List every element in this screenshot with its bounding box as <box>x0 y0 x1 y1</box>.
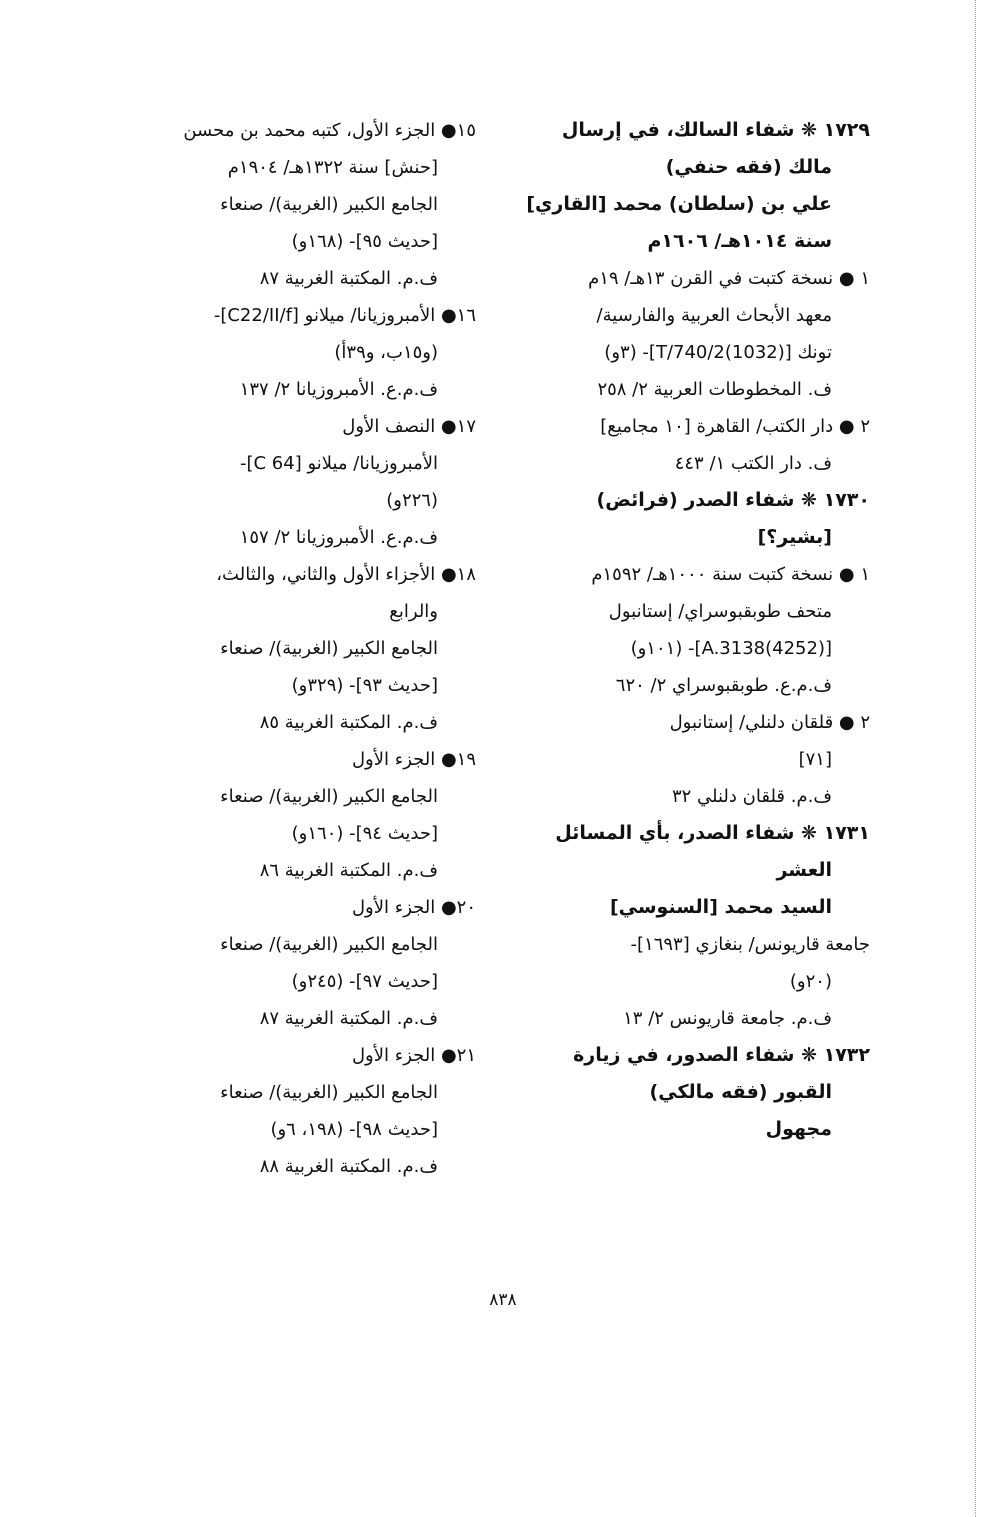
text-line: ف.م. المكتبة الغربية ٨٧ <box>259 1008 438 1029</box>
text-line: [بشير؟] <box>757 526 832 548</box>
text-line: الجامع الكبير (الغربية)/ صنعاء <box>220 786 438 807</box>
text-line: ٢ ● قلقان دلنلي/ إستانبول <box>669 712 870 733</box>
text-line: الجامع الكبير (الغربية)/ صنعاء <box>220 194 438 215</box>
text-line: [حنش] سنة ١٣٢٢هـ/ ١٩٠٤م <box>227 157 438 178</box>
text-line: ف.م. المكتبة الغربية ٨٨ <box>259 1156 438 1177</box>
text-line: ١٥● الجزء الأول، كتبه محمد بن محسن <box>183 120 476 141</box>
text-line: [(4252)A.3138]- (١٠١و) <box>630 638 832 659</box>
text-line: العشر <box>776 859 832 881</box>
text-line: متحف طوبقبوسراي/ إستانبول <box>608 601 832 622</box>
text-line: ١٧٣٠ ❋ شفاء الصدر (فرائض) <box>596 489 870 511</box>
text-line: ١٧٣١ ❋ شفاء الصدر، بأي المسائل <box>555 822 870 844</box>
text-line: ف.م. المكتبة الغربية ٨٦ <box>259 860 438 881</box>
text-line: معهد الأبحاث العربية والفارسية/ <box>596 305 832 326</box>
left-column <box>525 112 870 1148</box>
text-line: [حديث ٩٧]- (٢٤٥و) <box>291 971 438 992</box>
text-line: (٢٠و) <box>789 971 832 992</box>
text-line: [حديث ٩٥]- (١٦٨و) <box>291 231 438 252</box>
text-line: ١٩● الجزء الأول <box>351 749 476 770</box>
text-line: الجامع الكبير (الغربية)/ صنعاء <box>220 934 438 955</box>
text-line: مجهول <box>765 1118 832 1140</box>
text-line: جامعة قاريونس/ بنغازي [١٦٩٣]- <box>630 934 870 955</box>
text-line: ف.م.ع. الأمبروزيانا ٢/ ١٣٧ <box>239 379 438 400</box>
text-line: ١ ● نسخة كتبت في القرن ١٣هـ/ ١٩م <box>588 268 870 289</box>
text-line: مالك (فقه حنفي) <box>665 156 832 178</box>
text-line: ١ ● نسخة كتبت سنة ١٠٠٠هـ/ ١٥٩٢م <box>591 564 870 585</box>
text-line: (و١٥ب، و٣٩أ) <box>334 342 438 363</box>
text-line: تونك [(1032)T/740/2]- (٣و) <box>604 342 832 363</box>
page-number: ٨٣٨ <box>489 1290 517 1310</box>
text-line: ١٧٢٩ ❋ شفاء السالك، في إرسال <box>561 119 870 141</box>
text-line: والرابع <box>389 601 438 622</box>
text-line: ف. المخطوطات العربية ٢/ ٢٥٨ <box>597 379 832 400</box>
text-line: [حديث ٩٤]- (١٦٠و) <box>291 823 438 844</box>
text-line: ف.م. جامعة قاريونس ٢/ ١٣ <box>623 1008 832 1029</box>
text-line: [حديث ٩٨]- (١٩٨، ٦و) <box>270 1119 438 1140</box>
text-line: [حديث ٩٣]- (٣٢٩و) <box>291 675 438 696</box>
text-line: ف.م. المكتبة الغربية ٨٥ <box>259 712 438 733</box>
text-line: ٢١● الجزء الأول <box>351 1045 476 1066</box>
text-line: ١٧● النصف الأول <box>342 416 476 437</box>
text-line: ف.م.ع. طوبقبوسراي ٢/ ٦٢٠ <box>615 675 832 696</box>
text-line: القبور (فقه مالكي) <box>649 1081 832 1103</box>
text-line: ٢ ● دار الكتب/ القاهرة [١٠ مجاميع] <box>600 416 870 437</box>
text-line: ف. دار الكتب ١/ ٤٤٣ <box>674 453 832 474</box>
text-line: ١٧٣٢ ❋ شفاء الصدور، في زيارة <box>573 1044 870 1066</box>
text-line: الجامع الكبير (الغربية)/ صنعاء <box>220 638 438 659</box>
text-line: ف.م. المكتبة الغربية ٨٧ <box>259 268 438 289</box>
text-line: علي بن (سلطان) محمد [القاري] <box>526 193 832 215</box>
text-line: ف.م. قلقان دلنلي ٣٢ <box>671 786 832 807</box>
text-line: سنة ١٠١٤هـ/ ١٦٠٦م <box>647 230 832 252</box>
text-line: الأمبروزيانا/ ميلانو [C 64]- <box>239 453 438 474</box>
text-line: ٢٠● الجزء الأول <box>351 897 476 918</box>
text-line: ١٦● الأمبروزيانا/ ميلانو [C22/II/f]- <box>213 305 476 326</box>
right-column <box>141 112 476 1185</box>
text-line: ١٨● الأجزاء الأول والثاني، والثالث، <box>216 564 476 585</box>
text-line: الجامع الكبير (الغربية)/ صنعاء <box>220 1082 438 1103</box>
text-line: (٢٢٦و) <box>386 490 438 511</box>
text-line: [٧١] <box>798 749 832 770</box>
text-line: ف.م.ع. الأمبروزيانا ٢/ ١٥٧ <box>239 527 438 548</box>
text-line: السيد محمد [السنوسي] <box>609 896 832 918</box>
